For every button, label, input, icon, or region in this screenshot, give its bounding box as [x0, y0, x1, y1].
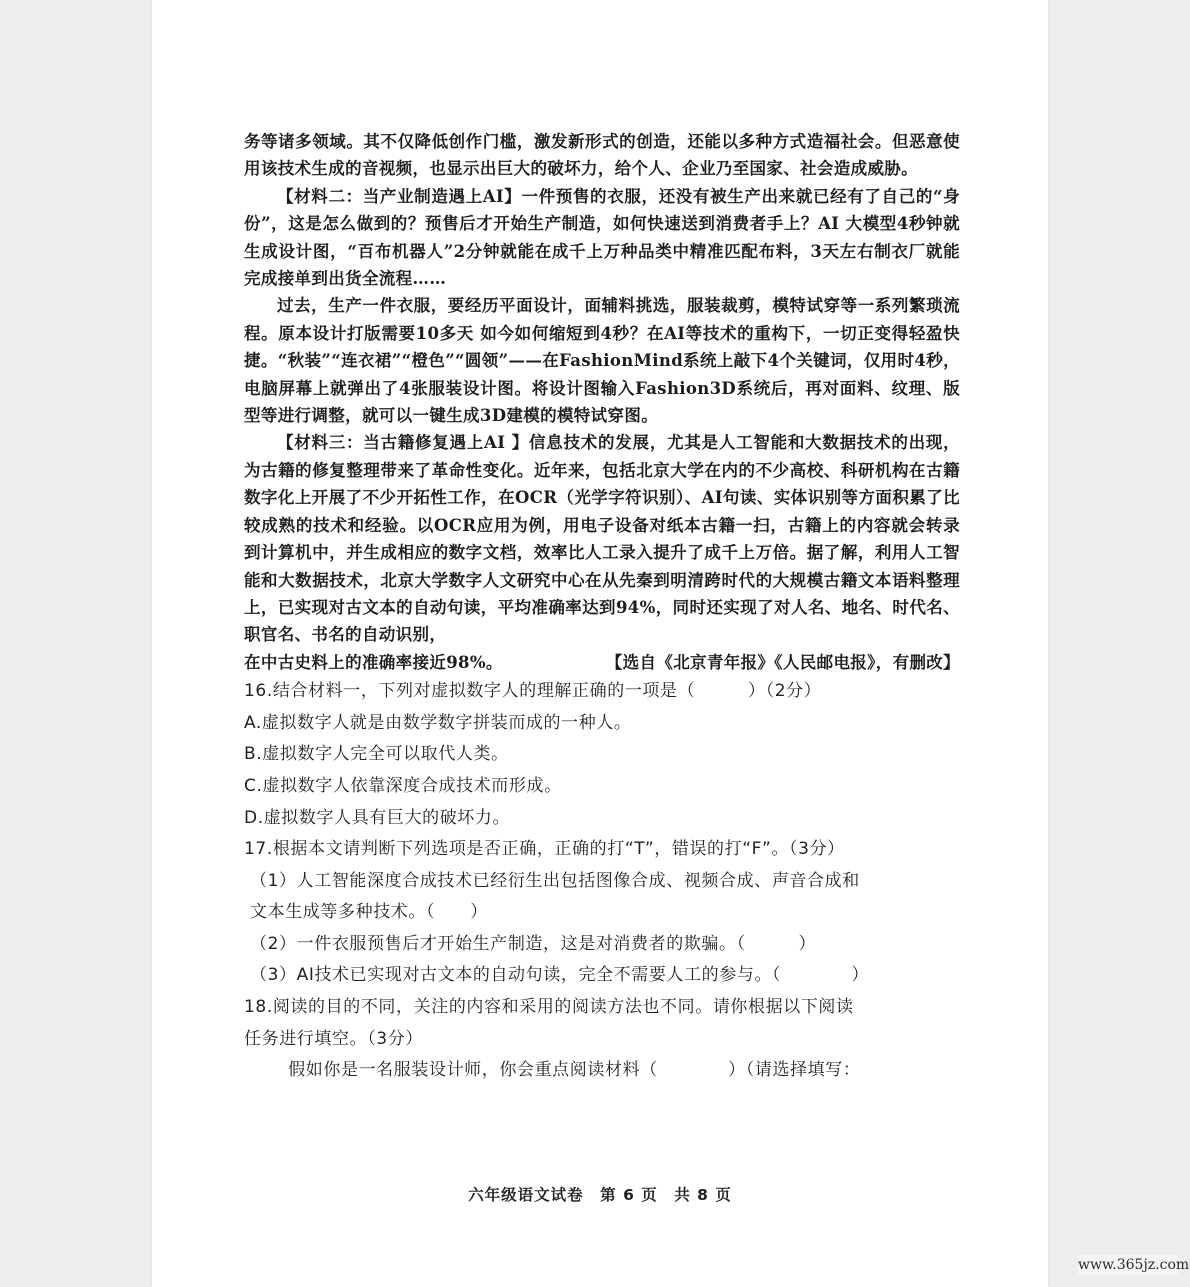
page-content: [244, 128, 960, 1087]
question-18-stem-line-1: 18.阅读的目的不同，关注的内容和采用的阅读方法也不同。请你根据以下阅读: [244, 997, 854, 1018]
question-18-stem-line-2: 任务进行填空。（3分）: [244, 1028, 423, 1049]
page-footer: 六年级语文试卷 第 6 页 共 8 页: [468, 1186, 732, 1204]
question-17-stem: 17.根据本文请判断下列选项是否正确，正确的打“T”，错误的打“F”。（3分）: [244, 839, 845, 860]
question-18-task: 假如你是一名服装设计师，你会重点阅读材料（ ）（请选择填写：: [288, 1060, 861, 1081]
material3-last-line: [244, 649, 960, 676]
question-17-item-1-line-2: 文本生成等多种技术。（ ）: [250, 902, 488, 923]
question-17-item-3: （3）AI技术已实现对古文本的自动句读，完全不需要人工的参与。（ ）: [250, 965, 870, 986]
material2-paragraph: [244, 183, 960, 293]
question-16-stem: 16.结合材料一，下列对虚拟数字人的理解正确的一项是（ ）（2分）: [244, 681, 822, 702]
question-16-option-a: A.虚拟数字人就是由数学数字拼装而成的一种人。: [244, 712, 632, 733]
exam-page: [152, 0, 1048, 1287]
question-16-option-b: B.虚拟数字人完全可以取代人类。: [244, 744, 509, 765]
material3-label: 【材料三：当古籍修复遇上AI 】: [277, 433, 530, 453]
material2-text: 一件预售的衣服，还没有被生产出来就已经有了自己的“身份”，这是怎么做到的？预售后才开始生产制造，如何快速送到消费者手上？AI 大模型4秒钟就生成设计图，“百布机器人”2分钟就能在成千上万种品类中精准匹配布料，3天左右制衣厂就能完成接单到出货全流程……: [244, 186, 960, 289]
site-watermark: www.365jz.com: [1078, 1257, 1190, 1273]
question-17-item-1-line-1: （1）人工智能深度合成技术已经衍生出包括图像合成、视频合成、声音合成和: [250, 870, 860, 891]
material1-tail: 务等诸多领域。其不仅降低创作门槛，激发新形式的创造，还能以多种方式造福社会。但恶意使用该技术生成的音视频，也显示出巨大的破坏力，给个人、企业乃至国家、社会造成威胁。: [244, 132, 960, 179]
material3-paragraph: [244, 429, 960, 648]
material2-paragraph-2: 过去，生产一件衣服，要经历平面设计，面辅料挑选，服装裁剪，模特试穿等一系列繁琐流程。原本设计打版需要10多天 如今如何缩短到4秒？在AI等技术的重构下，一切正变得轻盈快捷。“秋装”“连衣裙”“橙色”“圆领”——在FashionMind系统上敲下4个关键词，仅用时4秒，电脑屏幕上就弹出了4张服装设计图。将设计图输入Fashion3D系统后，再对面料、纹理、版型等进行调整，就可以一键生成3D建模的模特试穿图。: [244, 296, 960, 426]
material2-label: 【材料二：当产业制造遇上AI】: [277, 186, 522, 206]
material3-last-text: 在中古史料上的准确率接近98%。: [244, 652, 503, 672]
material3-text: 信息技术的发展，尤其是人工智能和大数据技术的出现，为古籍的修复整理带来了革命性变化。近年来，包括北京大学在内的不少高校、科研机构在古籍数字化上开展了不少开拓性工作，在OCR（光学字符识别）、AI句读、实体识别等方面积累了比较成熟的技术和经验。以OCR应用为例，用电子设备对纸本古籍一扫，古籍上的内容就会转录到计算机中，并生成相应的数字文档，效率比人工录入提升了成千上万倍。据了解，利用人工智能和大数据技术，北京大学数字人文研究中心在从先秦到明清跨时代的大规模古籍文本语料整理上，已实现对古文本的自动句读，平均准确率达到94%，同时还实现了对人名、地名、时代名、职官名、书名的自动识别，: [244, 433, 960, 645]
question-16-option-c: C.虚拟数字人依靠深度合成技术而形成。: [244, 775, 562, 796]
question-17-item-2: （2）一件衣服预售后才开始生产制造，这是对消费者的欺骗。（ ）: [250, 933, 817, 954]
source-citation: 【选自《北京青年报》《人民邮电报》，有删改】: [605, 652, 960, 672]
question-16-option-d: D.虚拟数字人具有巨大的破坏力。: [244, 807, 511, 828]
